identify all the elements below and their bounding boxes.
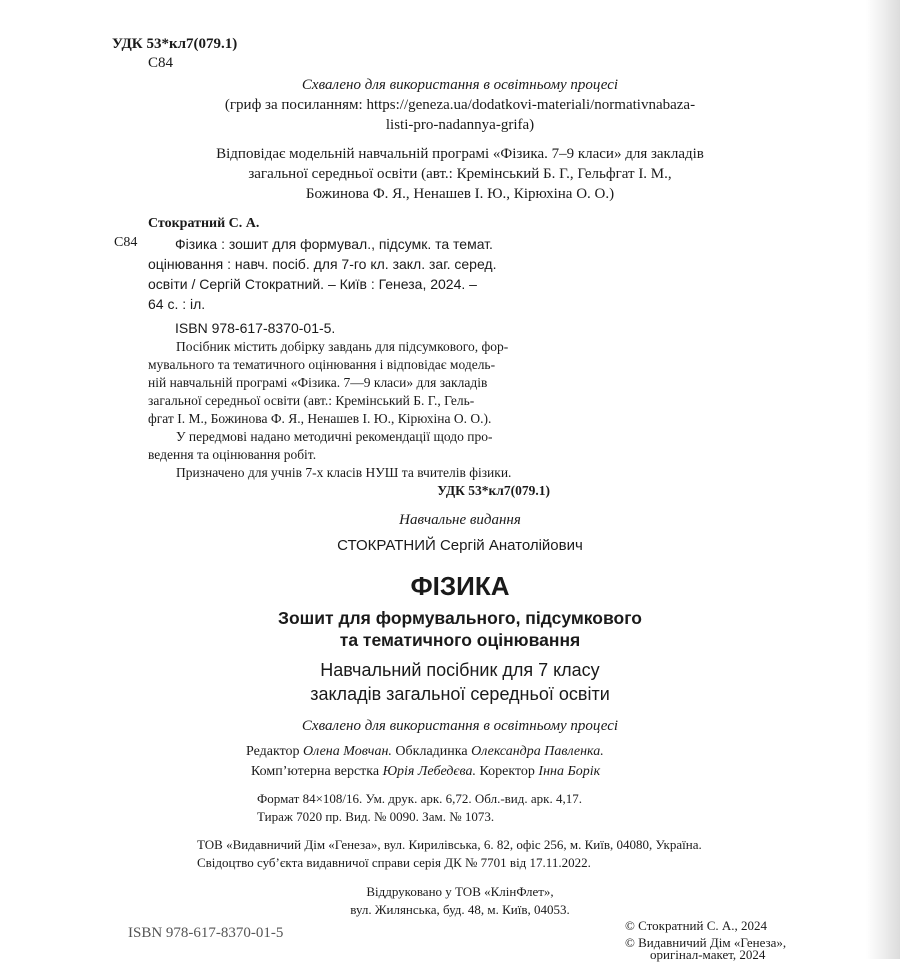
copyright-line2: © Видавничий Дім «Генеза», xyxy=(625,935,787,950)
credits-line1 xyxy=(246,744,604,760)
page-edge-shadow xyxy=(866,0,900,959)
credits-line2 xyxy=(251,764,600,780)
catalog-code: С84 xyxy=(114,235,138,250)
catalog-line1: Фізика : зошит для формувал., підсумк. та темат. xyxy=(175,236,493,252)
copyright-line1: © Стократний С. А., 2024 xyxy=(625,918,767,933)
catalog-annotation-2: мувального та тематичного оцінювання і відповідає модель- xyxy=(148,357,496,372)
edition-author: СТОКРАТНИЙ Сергій Анатолійович xyxy=(337,537,583,554)
program-line2: загальної середньої освіти (авт.: Кремінський Б. Г., Гельфгат І. М., xyxy=(248,166,672,182)
catalog-annotation-5: фгат І. М., Божинова Ф. Я., Ненашев І. Ю., Кірюхіна О. О.). xyxy=(148,411,492,426)
program-line1: Відповідає модельній навчальній програмі «Фізика. 7–9 класи» для закладів xyxy=(216,146,704,162)
catalog-annotation-3: ній навчальній програмі «Фізика. 7—9 класи» для закладів xyxy=(148,375,488,390)
editor-label: Редактор xyxy=(246,744,300,759)
footer-isbn: ISBN 978-617-8370-01-5 xyxy=(128,925,284,941)
edition-desc2: закладів загальної середньої освіти xyxy=(310,684,610,704)
proof-label: Коректор xyxy=(479,764,535,779)
catalog-author: Стократний С. А. xyxy=(148,216,260,231)
catalog-preface-2: ведення та оцінювання робіт. xyxy=(148,447,317,462)
publisher-line2: Свідоцтво суб’єкта видавничої справи серія ДК № 7701 від 17.11.2022. xyxy=(197,855,591,870)
catalog-preface-1: У передмові надано методичні рекомендації щодо про- xyxy=(176,429,493,444)
copyright-line3: оригінал-макет, 2024 xyxy=(650,947,766,962)
catalog-audience: Призначено для учнів 7-х класів НУШ та вчителів фізики. xyxy=(176,465,512,480)
approval-line3: listi-pro-nadannya-grifa) xyxy=(385,117,535,133)
catalog-line3: освіти / Сергій Стократний. – Київ : Генеза, 2024. – xyxy=(148,276,477,292)
edition-subtitle1: Зошит для формувального, підсумкового xyxy=(278,608,642,628)
cover-name: Олександра Павленка. xyxy=(471,744,604,759)
catalog-line4: 64 с. : іл. xyxy=(148,296,206,312)
header-code: С84 xyxy=(148,55,174,71)
printer-line1: Віддруковано у ТОВ «КлінФлет», xyxy=(366,884,554,899)
catalog-isbn: ISBN 978-617-8370-01-5. xyxy=(175,320,336,336)
print-info-line1: Формат 84×108/16. Ум. друк. арк. 6,72. Обл.-вид. арк. 4,17. xyxy=(257,791,582,806)
edition-type: Навчальне видання xyxy=(399,512,521,528)
printer-line2: вул. Жилянська, буд. 48, м. Київ, 04053. xyxy=(350,902,570,917)
approval-line1: Схвалено для використання в освітньому процесі xyxy=(301,77,619,93)
header-udk: УДК 53*кл7(079.1) xyxy=(112,36,238,52)
edition-desc1: Навчальний посібник для 7 класу xyxy=(320,660,600,680)
edition-approved: Схвалено для використання в освітньому процесі xyxy=(301,718,619,734)
layout-name: Юрія Лебедєва. xyxy=(382,764,477,779)
program-line3: Божинова Ф. Я., Ненашев І. Ю., Кірюхіна О. О.) xyxy=(305,186,615,202)
editor-name: Олена Мовчан. xyxy=(303,744,392,759)
catalog-udk: УДК 53*кл7(079.1) xyxy=(437,483,550,498)
edition-subtitle2: та тематичного оцінювання xyxy=(339,630,581,650)
catalog-line2: оцінювання : навч. посіб. для 7-го кл. закл. заг. серед. xyxy=(148,256,497,272)
layout-label: Комп’ютерна верстка xyxy=(251,764,380,779)
cover-label: Обкладинка xyxy=(395,744,468,759)
proof-name: Інна Борік xyxy=(538,764,601,779)
print-info-line2: Тираж 7020 пр. Вид. № 0090. Зам. № 1073. xyxy=(257,809,495,824)
edition-title: ФІЗИКА xyxy=(410,571,510,601)
publisher-line1: ТОВ «Видавничий Дім «Генеза», вул. Кирилівська, 6. 82, офіс 256, м. Київ, 04080, Україна. xyxy=(197,837,702,852)
catalog-annotation-4: загальної середньої освіти (авт.: Кремінський Б. Г., Гель- xyxy=(148,393,475,408)
catalog-annotation-1: Посібник містить добірку завдань для підсумкового, фор- xyxy=(176,339,509,354)
approval-line2: (гриф за посиланням: https://geneza.ua/dodatkovi-materiali/normativnabaza- xyxy=(224,97,696,113)
